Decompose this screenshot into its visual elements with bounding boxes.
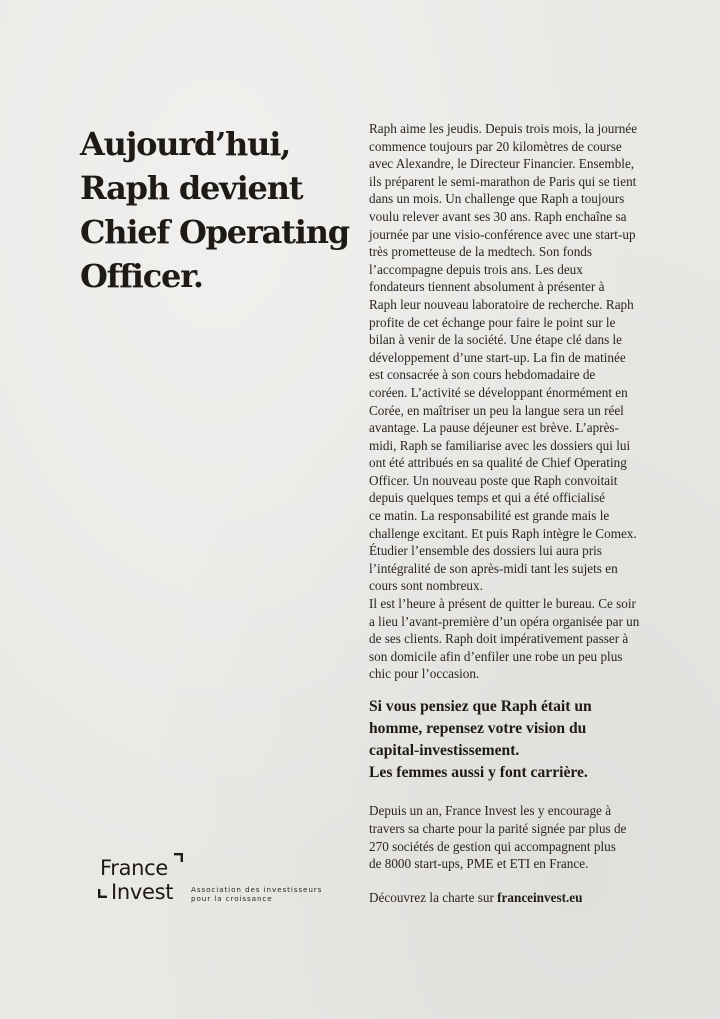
logo-tagline: [191, 886, 322, 903]
website-link[interactable]: franceinvest.eu: [497, 890, 583, 905]
tagline-line: homme, repensez votre vision du: [369, 720, 587, 737]
story-paragraph-1: [369, 120, 669, 595]
story-line: ce matin. La responsabilité est grande mais le: [369, 508, 610, 524]
logo-tagline-line: Association des investisseurs: [191, 885, 323, 894]
headline: [80, 122, 360, 298]
closing-line: de 8000 start-ups, PME et ETI en France.: [369, 856, 589, 872]
story-line: Corée, en maîtriser un peu la langue sera un réel: [369, 402, 624, 418]
story-line: dans un mois. Un challenge que Raph a toujours: [369, 191, 625, 207]
story-line: très prometteuse de la medtech. Son fonds: [369, 244, 593, 260]
story-line: Officer. Un nouveau poste que Raph convoitait: [369, 472, 618, 488]
logo-word-france: France: [100, 856, 169, 880]
story-line: avantage. La pause déjeuner est brève. L’après-: [369, 420, 619, 436]
headline-line: Officer.: [80, 257, 203, 295]
tagline-line: Les femmes aussi y font carrière.: [369, 764, 588, 781]
closing-paragraph: [369, 802, 669, 873]
story-line: commence toujours par 20 kilomètres de course: [369, 138, 622, 154]
story-line: profite de cet échange pour faire le point sur le: [369, 314, 616, 330]
story-line: l’intégralité de son après-midi tant les sujets en: [369, 560, 618, 576]
headline-line: Raph devient: [80, 169, 303, 207]
tagline-line: Si vous pensiez que Raph était un: [369, 698, 592, 715]
logo-word-invest: Invest: [111, 880, 174, 904]
story-line: a lieu l’avant-première d’un opéra organisée par un: [369, 613, 640, 629]
story-line: développement d’une start-up. La fin de matinée: [369, 349, 626, 365]
call-to-action: [369, 889, 582, 907]
story-line: journée par une visio-conférence avec une start-up: [369, 226, 636, 242]
corner-bracket-icon: [174, 853, 183, 862]
story-line: ont été attribués en sa qualité de Chief Operating: [369, 455, 627, 471]
story-line: ils préparent le semi-marathon de Paris qui se tient: [369, 173, 637, 189]
story-line: midi, Raph se familiarise avec les dossiers qui lui: [369, 437, 631, 453]
story-line: chic pour l’occasion.: [369, 666, 480, 682]
logo-tagline-line: pour la croissance: [191, 893, 273, 903]
story-line: Il est l’heure à présent de quitter le bureau. Ce soir: [369, 596, 636, 612]
closing-line: 270 sociétés de gestion qui accompagnent plus: [369, 838, 616, 854]
story-line: depuis quelques temps et qui a été officialisé: [369, 490, 605, 506]
story-line: Raph leur nouveau laboratoire de recherche. Raph: [369, 296, 634, 312]
story-line: son domicile afin d’enfiler une robe un peu plus: [369, 648, 623, 664]
france-invest-logo: [97, 852, 327, 908]
story-line: challenge excitant. Et puis Raph intègre le Comex.: [369, 525, 637, 541]
story-line: fondateurs tiennent absolument à présenter à: [369, 279, 605, 295]
closing-line: Depuis un an, France Invest les y encourage à: [369, 803, 612, 818]
story-line: voulu relever avant ses 30 ans. Raph enchaîne sa: [369, 208, 627, 224]
story-line: de ses clients. Raph doit impérativement passer à: [369, 631, 629, 647]
story-paragraph-2: [369, 595, 669, 683]
closing-line: travers sa charte pour la parité signée par plus de: [369, 820, 627, 836]
tagline-line: capital-investissement.: [369, 742, 520, 759]
story-line: bilan à venir de la société. Une étape clé dans le: [369, 332, 623, 348]
story-line: coréen. L’activité se développant énormément en: [369, 384, 628, 400]
story-line: Étudier l’ensemble des dossiers lui aura pris: [369, 543, 602, 559]
story-text: [369, 120, 669, 683]
story-line: cours sont nombreux.: [369, 578, 483, 594]
story-line: avec Alexandre, le Directeur Financier. Ensemble,: [369, 156, 635, 172]
tagline: [369, 696, 669, 784]
arrow-mark-icon: [98, 889, 107, 898]
story-line: l’accompagne depuis trois ans. Les deux: [369, 261, 583, 277]
story-line: est consacrée à son cours hebdomadaire de: [369, 367, 596, 383]
headline-line: Aujourd’hui,: [80, 125, 291, 163]
cta-text: Découvrez la charte sur: [369, 890, 498, 905]
headline-line: Chief Operating: [80, 213, 349, 251]
story-line: Raph aime les jeudis. Depuis trois mois, la journée: [369, 121, 638, 136]
